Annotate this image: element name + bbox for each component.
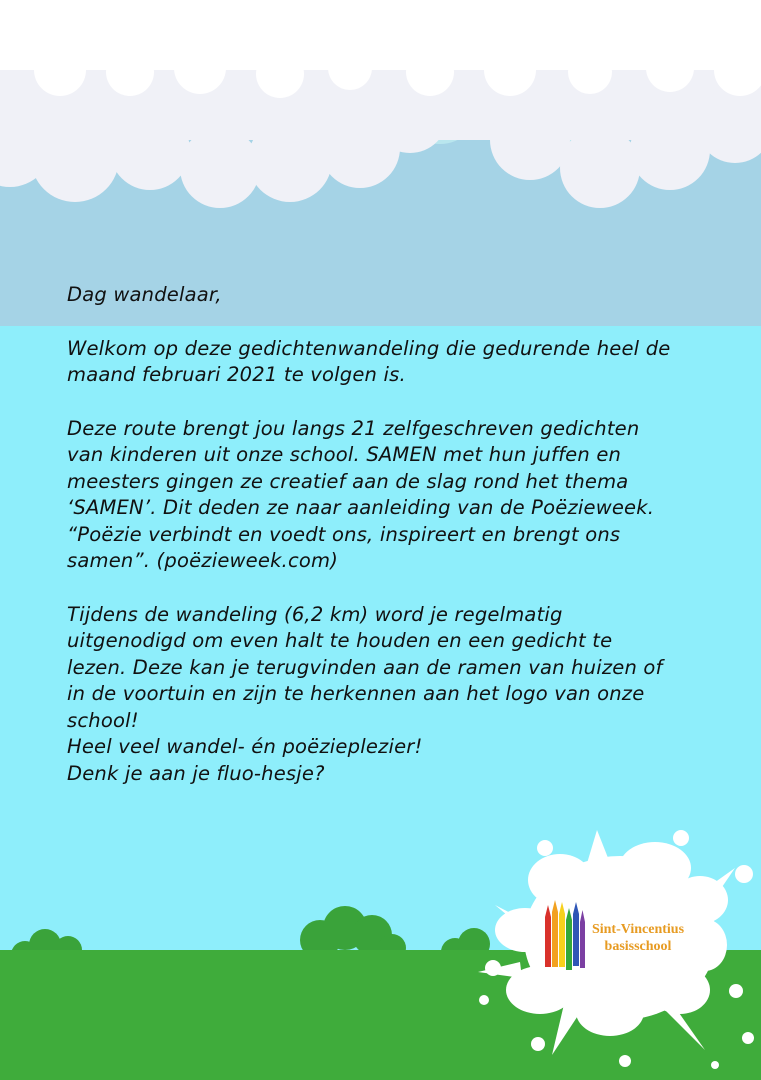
- letter-paragraph-walk: Tijdens de wandeling (6,2 km) word je regelmatig uitgenodigd om even halt te houden en een gedicht te lezen. Deze kan je terugvinden aan de ramen van huizen of in de voortuin en zijn te herkennen aan het logo van onze school!: [67, 602, 663, 732]
- letter-paragraph-intro: Welkom op deze gedichtenwandeling die gedurende heel de maand februari 2021 te volgen is.: [67, 336, 671, 386]
- welcome-letter: [67, 282, 707, 787]
- letter-greeting: Dag wandelaar,: [67, 283, 222, 306]
- letter-line-enjoy: Heel veel wandel- én poëzieplezier!: [67, 735, 423, 758]
- school-name-line2: basisschool: [604, 939, 672, 954]
- letter-paragraph-route: Deze route brengt jou langs 21 zelfgeschreven gedichten van kinderen uit onze school. SAMEN met hun juffen en meesters gingen ze creatief aan de slag rond het thema ‘SAMEN’. Dit deden ze naar aanleiding van de Poëzieweek. “Poëzie verbindt en voedt ons, inspireert en brengt ons samen”. (poëzieweek.com): [67, 416, 655, 572]
- letter-line-vest: Denk je aan je fluo-hesje?: [67, 761, 325, 785]
- school-name-line1: Sint-Vincentius: [591, 922, 685, 937]
- school-logo-text: [588, 921, 688, 955]
